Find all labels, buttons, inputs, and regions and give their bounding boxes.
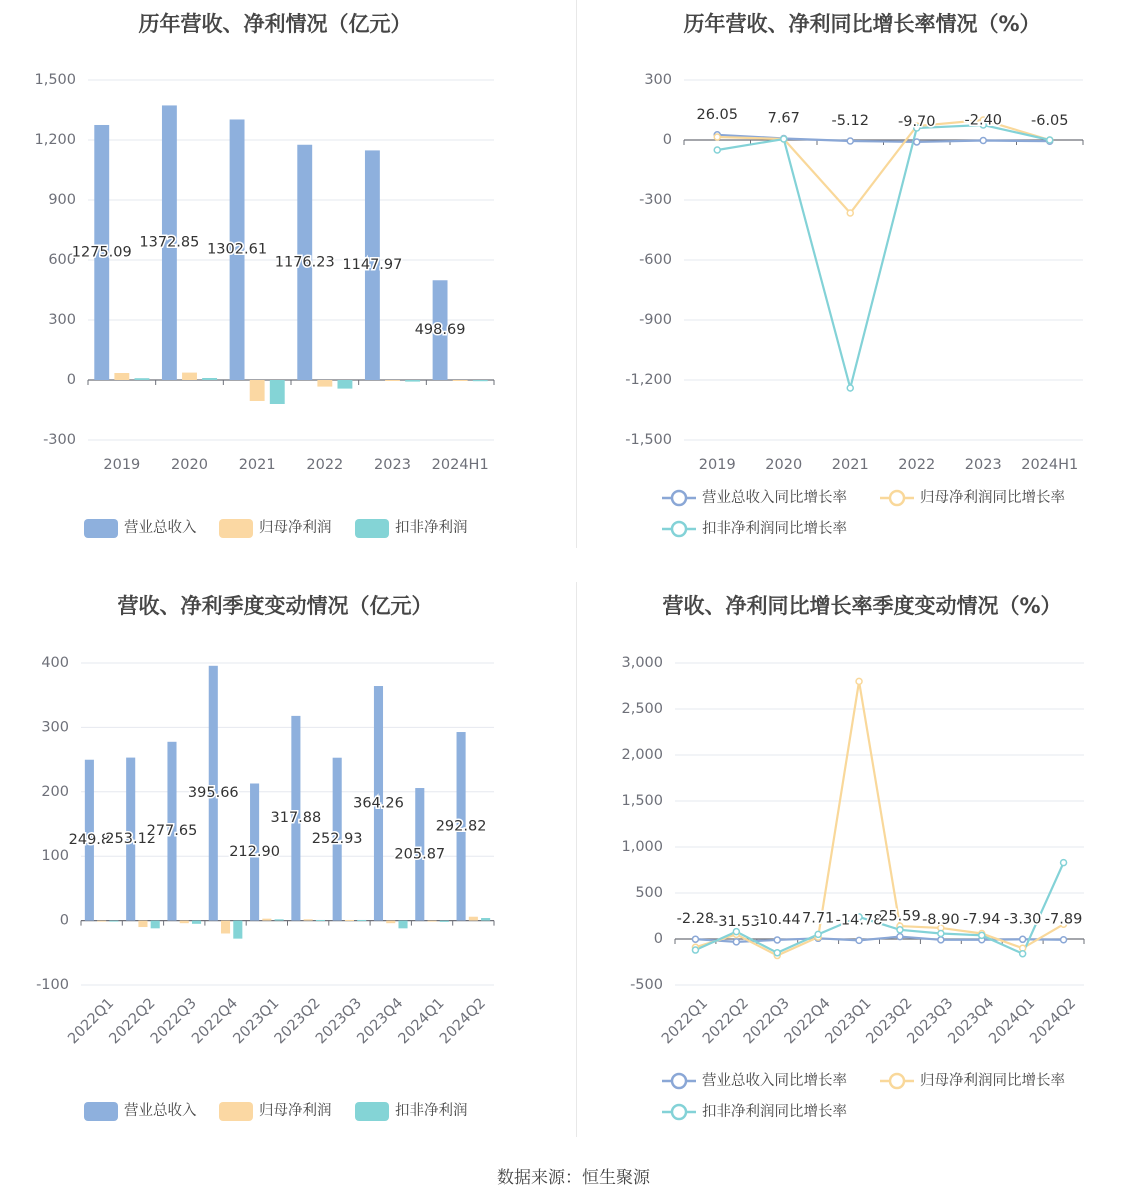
line-data-label: -7.94 bbox=[962, 911, 1001, 928]
y-tick-label: 2,000 bbox=[621, 747, 663, 763]
line-data-label: -2.28 bbox=[676, 911, 715, 928]
x-tick-label: 2024Q1 bbox=[395, 995, 448, 1048]
y-tick-label: 900 bbox=[48, 192, 76, 208]
bar-deducted-profit bbox=[405, 380, 420, 382]
bar-net-profit bbox=[262, 919, 271, 921]
line-deducted-growth bbox=[717, 125, 1050, 388]
line-point bbox=[692, 936, 698, 942]
line-data-label: -2.40 bbox=[964, 112, 1003, 129]
bar-data-label: 292.82 bbox=[435, 818, 487, 835]
bar-net-profit bbox=[428, 921, 437, 922]
y-tick-label: 300 bbox=[41, 719, 69, 736]
y-tick-label: -300 bbox=[43, 432, 76, 448]
x-tick-label: 2023Q4 bbox=[354, 995, 407, 1048]
x-tick-label: 2022Q2 bbox=[106, 995, 159, 1048]
x-tick-label: 2024Q2 bbox=[1027, 995, 1080, 1048]
x-tick-label: 2019 bbox=[698, 457, 736, 473]
bar-data-label: 249.8 bbox=[68, 832, 111, 849]
line-point bbox=[774, 937, 780, 943]
legend-label: 扣非净利润同比增长率 bbox=[702, 521, 847, 537]
bar-deducted-profit bbox=[134, 378, 149, 380]
line-data-label: -14.78 bbox=[835, 912, 883, 929]
line-point bbox=[781, 136, 787, 142]
chart-title: 历年营收、净利同比增长率情况（%） bbox=[683, 12, 1041, 36]
line-net-growth bbox=[717, 120, 1050, 213]
line-point bbox=[1047, 137, 1053, 143]
line-point bbox=[1020, 951, 1026, 957]
x-tick-label: 2024H1 bbox=[431, 457, 489, 473]
bar-data-label: 1372.85 bbox=[139, 234, 200, 251]
line-point bbox=[897, 934, 903, 940]
legend-marker bbox=[890, 1074, 904, 1088]
y-tick-label: -100 bbox=[36, 977, 69, 993]
y-tick-label: 0 bbox=[653, 931, 663, 947]
line-data-label: -9.70 bbox=[897, 113, 936, 130]
quarterly-values-chart bbox=[0, 582, 573, 1162]
bar-net-profit bbox=[182, 373, 197, 380]
y-tick-label: -1,200 bbox=[625, 372, 672, 388]
x-tick-label: 2022Q4 bbox=[189, 995, 242, 1048]
bar-deducted-profit bbox=[275, 919, 284, 920]
bar-deducted-profit bbox=[192, 921, 201, 924]
y-tick-label: 500 bbox=[635, 885, 663, 901]
x-tick-label: 2022Q2 bbox=[699, 995, 752, 1048]
bar-data-label: 252.93 bbox=[311, 831, 363, 848]
legend-label: 营业总收入 bbox=[124, 520, 197, 536]
chart-title: 营收、净利季度变动情况（亿元） bbox=[117, 594, 433, 618]
bar-net-profit bbox=[250, 380, 265, 401]
bar-net-profit bbox=[453, 380, 468, 381]
chart-title: 历年营收、净利情况（亿元） bbox=[138, 12, 412, 36]
bar-deducted-profit bbox=[357, 920, 366, 921]
line-point bbox=[847, 385, 853, 391]
y-tick-label: 1,500 bbox=[621, 793, 663, 809]
y-tick-label: 200 bbox=[41, 783, 69, 800]
x-tick-label: 2023Q2 bbox=[271, 995, 324, 1048]
legend-swatch bbox=[84, 1102, 118, 1121]
line-data-label: -7.89 bbox=[1044, 911, 1083, 928]
bar-deducted-profit bbox=[398, 921, 407, 929]
legend-label: 归母净利润 bbox=[259, 520, 332, 536]
line-point bbox=[979, 932, 985, 938]
line-point bbox=[1020, 936, 1026, 942]
legend-label: 归母净利润同比增长率 bbox=[920, 490, 1065, 506]
line-data-label: -31.53 bbox=[712, 913, 760, 930]
line-point bbox=[714, 147, 720, 153]
y-tick-label: -500 bbox=[630, 977, 663, 993]
chart-title: 营收、净利同比增长率季度变动情况（%） bbox=[662, 594, 1062, 618]
legend-marker bbox=[672, 491, 686, 505]
line-point bbox=[856, 937, 862, 943]
x-tick-label: 2023Q1 bbox=[822, 995, 875, 1048]
x-tick-label: 2023Q3 bbox=[313, 995, 366, 1048]
bar-data-label: 498.69 bbox=[414, 322, 466, 339]
line-point bbox=[815, 931, 821, 937]
chart-svg bbox=[574, 0, 1147, 580]
legend-label: 扣非净利润 bbox=[395, 520, 468, 536]
legend-label: 营业总收入 bbox=[124, 1103, 197, 1119]
y-tick-label: 0 bbox=[66, 372, 76, 388]
legend-label: 扣非净利润 bbox=[395, 1103, 468, 1119]
bar-net-profit bbox=[138, 921, 147, 927]
y-tick-label: 1,000 bbox=[621, 839, 663, 855]
y-tick-label: 300 bbox=[48, 312, 76, 328]
legend-swatch bbox=[355, 1102, 389, 1121]
legend-marker bbox=[672, 1074, 686, 1088]
y-tick-label: 1,200 bbox=[34, 132, 76, 148]
chart-svg bbox=[0, 582, 573, 1162]
x-tick-label: 2021 bbox=[831, 457, 869, 473]
bar-data-label: 317.88 bbox=[270, 810, 322, 827]
bar-net-profit bbox=[469, 917, 478, 921]
bar-deducted-profit bbox=[151, 921, 160, 929]
quarterly-growth-chart bbox=[574, 582, 1147, 1162]
x-tick-label: 2023Q4 bbox=[945, 995, 998, 1048]
annual-growth-chart bbox=[574, 0, 1147, 580]
x-tick-label: 2022 bbox=[306, 457, 344, 473]
line-point bbox=[1061, 860, 1067, 866]
y-tick-label: 3,000 bbox=[621, 655, 663, 671]
line-data-label: 7.67 bbox=[767, 110, 800, 127]
x-tick-label: 2022Q1 bbox=[65, 995, 118, 1048]
chart-svg bbox=[574, 582, 1147, 1162]
legend-label: 营业总收入同比增长率 bbox=[702, 490, 847, 506]
chart-svg bbox=[0, 0, 573, 580]
bar-data-label: 253.12 bbox=[105, 831, 157, 848]
y-tick-label: 600 bbox=[48, 252, 76, 268]
y-tick-label: 400 bbox=[41, 655, 69, 671]
annual-values-chart bbox=[0, 0, 573, 580]
x-tick-label: 2022Q1 bbox=[659, 995, 712, 1048]
line-point bbox=[938, 930, 944, 936]
x-tick-label: 2024H1 bbox=[1021, 457, 1079, 473]
bar-data-label: 395.66 bbox=[187, 785, 239, 802]
legend-swatch bbox=[219, 519, 253, 538]
y-tick-label: 300 bbox=[644, 72, 672, 88]
bar-deducted-profit bbox=[109, 921, 118, 922]
legend-label: 扣非净利润同比增长率 bbox=[702, 1104, 847, 1120]
bar-net-profit bbox=[317, 380, 332, 387]
bar-net-profit bbox=[180, 921, 189, 924]
line-point bbox=[847, 210, 853, 216]
bar-deducted-profit bbox=[202, 378, 217, 380]
line-point bbox=[774, 950, 780, 956]
y-tick-label: -1,500 bbox=[625, 432, 672, 448]
x-tick-label: 2023 bbox=[964, 457, 1002, 473]
x-tick-label: 2022 bbox=[898, 457, 936, 473]
y-tick-label: 100 bbox=[41, 848, 69, 865]
bar-data-label: 1302.61 bbox=[207, 241, 268, 258]
y-tick-label: -300 bbox=[639, 192, 672, 208]
line-point bbox=[938, 937, 944, 943]
bar-data-label: 1176.23 bbox=[274, 254, 335, 271]
bar-data-label: 1147.97 bbox=[342, 257, 403, 274]
y-tick-label: -900 bbox=[639, 312, 672, 328]
y-tick-label: 0 bbox=[59, 912, 69, 929]
legend-label: 归母净利润同比增长率 bbox=[920, 1073, 1065, 1089]
x-tick-label: 2020 bbox=[765, 457, 803, 473]
line-data-label: -5.12 bbox=[831, 113, 870, 130]
line-data-label: 25.59 bbox=[879, 908, 921, 925]
line-point bbox=[1061, 937, 1067, 943]
legend-marker bbox=[672, 1105, 686, 1119]
bar-net-profit bbox=[386, 921, 395, 924]
x-tick-label: 2023Q3 bbox=[904, 995, 957, 1048]
bar-deducted-profit bbox=[316, 920, 325, 921]
x-tick-label: 2024Q1 bbox=[986, 995, 1039, 1048]
bar-deducted-profit bbox=[270, 380, 285, 404]
line-point bbox=[897, 927, 903, 933]
line-data-label: -6.05 bbox=[1030, 113, 1069, 130]
line-point bbox=[980, 137, 986, 143]
bar-deducted-profit bbox=[337, 380, 352, 389]
bar-data-label: 277.65 bbox=[146, 823, 198, 840]
x-tick-label: 2022Q3 bbox=[147, 995, 200, 1048]
legend-marker bbox=[672, 522, 686, 536]
bar-net-profit bbox=[345, 920, 354, 921]
line-point bbox=[692, 947, 698, 953]
bar-data-label: 364.26 bbox=[353, 795, 404, 812]
bar-deducted-profit bbox=[440, 921, 449, 922]
x-tick-label: 2022Q4 bbox=[781, 995, 834, 1048]
bar-deducted-profit bbox=[473, 380, 488, 381]
bar-data-label: 1275.09 bbox=[71, 244, 132, 261]
legend-swatch bbox=[219, 1102, 253, 1121]
x-tick-label: 2021 bbox=[238, 457, 276, 473]
bar-net-profit bbox=[385, 380, 400, 381]
x-tick-label: 2020 bbox=[171, 457, 208, 473]
x-tick-label: 2023Q1 bbox=[230, 995, 283, 1048]
bar-net-profit bbox=[304, 919, 313, 920]
legend-swatch bbox=[355, 519, 389, 538]
bar-net-profit bbox=[97, 921, 106, 922]
y-tick-label: 1,500 bbox=[34, 72, 76, 88]
line-data-label: 26.05 bbox=[696, 106, 739, 123]
bar-data-label: 212.90 bbox=[229, 844, 280, 861]
line-point bbox=[733, 939, 739, 945]
line-data-label: -3.30 bbox=[1003, 911, 1042, 928]
x-tick-label: 2024Q2 bbox=[436, 995, 489, 1048]
bar-deducted-profit bbox=[481, 918, 490, 921]
bar-deducted-profit bbox=[233, 921, 242, 939]
y-tick-label: 2,500 bbox=[621, 701, 663, 717]
x-tick-label: 2023 bbox=[374, 457, 411, 473]
x-tick-label: 2022Q3 bbox=[740, 995, 793, 1048]
line-data-label: 7.71 bbox=[802, 910, 835, 927]
legend-swatch bbox=[84, 519, 118, 538]
line-point bbox=[856, 678, 862, 684]
legend-label: 归母净利润 bbox=[259, 1103, 332, 1119]
line-data-label: -8.90 bbox=[922, 911, 960, 928]
bar-data-label: 205.87 bbox=[394, 846, 446, 863]
legend-label: 营业总收入同比增长率 bbox=[702, 1073, 847, 1089]
y-tick-label: -600 bbox=[639, 252, 672, 268]
legend-marker bbox=[890, 491, 904, 505]
line-point bbox=[847, 138, 853, 144]
line-point bbox=[714, 134, 720, 140]
bar-net-profit bbox=[114, 373, 129, 380]
x-tick-label: 2023Q2 bbox=[863, 995, 916, 1048]
x-tick-label: 2019 bbox=[103, 457, 141, 473]
y-tick-label: 0 bbox=[662, 132, 672, 148]
data-source: 数据来源：恒生聚源 bbox=[497, 1168, 650, 1188]
line-data-label: -10.44 bbox=[753, 911, 801, 928]
bar-net-profit bbox=[221, 921, 230, 934]
line-point bbox=[914, 139, 920, 145]
